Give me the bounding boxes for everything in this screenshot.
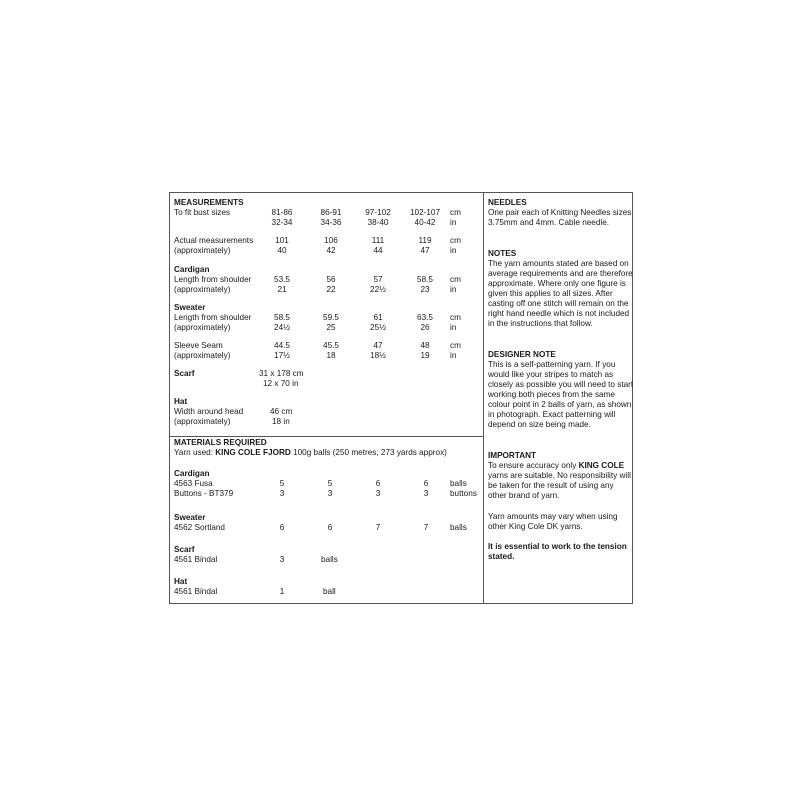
sweater-yarn-3: 7 xyxy=(375,523,381,532)
actual-in-2: 42 xyxy=(326,246,336,255)
important-text xyxy=(488,461,634,501)
length-label: Length from shoulder xyxy=(174,275,252,284)
buttons-3: 3 xyxy=(375,489,381,498)
sweater-length-in-4: 26 xyxy=(420,323,430,332)
cardigan-yarn-2: 5 xyxy=(327,479,333,488)
materials-cardigan-heading: Cardigan xyxy=(174,469,210,478)
bust-cm-3: 97-102 xyxy=(365,208,391,217)
scarf-yarn-label: 4561 Bindal xyxy=(174,555,218,564)
unit-in: in xyxy=(450,285,457,294)
bust-label: To fit bust sizes xyxy=(174,208,230,217)
actual-cm-1: 101 xyxy=(275,236,289,245)
hat-heading: Hat xyxy=(174,397,188,406)
unit-cm: cm xyxy=(450,208,461,217)
sleeve-in-3: 18½ xyxy=(370,351,386,360)
bust-in-3: 38-40 xyxy=(367,218,389,227)
sweater-heading: Sweater xyxy=(174,303,206,312)
cardigan-length-in-3: 22½ xyxy=(370,285,386,294)
designer-note-text: This is a self-patterning yarn. If you would like your stripes to match as closely as possible you will need to start working both pieces from the same colour point in 2 balls of yarn, as shown in photograph. Exact patterning will depend on size being made. xyxy=(488,360,634,429)
balls-unit: balls xyxy=(450,523,467,532)
hat-size-cm: 46 cm xyxy=(270,407,293,416)
bust-cm-4: 102-107 xyxy=(409,208,441,217)
cardigan-yarn-label: 4563 Fusa xyxy=(174,479,213,488)
sweater-length-cm-4: 63.5 xyxy=(417,313,433,322)
sleeve-cm-1: 44.5 xyxy=(274,341,290,350)
important-heading: IMPORTANT xyxy=(488,451,537,460)
actual-cm-2: 106 xyxy=(324,236,338,245)
bust-in-2: 34-36 xyxy=(320,218,342,227)
sleeve-in-2: 18 xyxy=(326,351,336,360)
cardigan-length-cm-4: 58.5 xyxy=(417,275,433,284)
materials-heading: MATERIALS REQUIRED xyxy=(174,438,267,447)
sleeve-cm-3: 47 xyxy=(373,341,383,350)
hat-yarn-label: 4561 Bindal xyxy=(174,587,218,596)
cardigan-length-cm-1: 53.5 xyxy=(274,275,290,284)
cardigan-length-cm-2: 56 xyxy=(326,275,336,284)
ball-unit: ball xyxy=(323,587,336,596)
cardigan-length-in-1: 21 xyxy=(277,285,287,294)
yarn-used-suffix: 100g balls (250 metres, 273 yards approx) xyxy=(290,448,447,457)
scarf-yarn-value: 3 xyxy=(279,555,285,564)
cardigan-yarn-4: 6 xyxy=(423,479,429,488)
length-label: Length from shoulder xyxy=(174,313,252,322)
bust-cm-1: 81-86 xyxy=(271,208,293,217)
needles-text: One pair each of Knitting Needles sizes 3.75mm and 4mm. Cable needle. xyxy=(488,208,632,227)
important-suffix: yarns are suitable. No responsibility will be taken for the result of using any other brand of yarn. xyxy=(488,471,631,500)
sweater-yarn-1: 6 xyxy=(279,523,285,532)
unit-in: in xyxy=(450,323,457,332)
sweater-length-cm-2: 59.5 xyxy=(323,313,339,322)
buttons-1: 3 xyxy=(279,489,285,498)
important-brand: KING COLE xyxy=(578,461,625,470)
actual-in-4: 47 xyxy=(420,246,430,255)
unit-in: in xyxy=(450,218,457,227)
buttons-label: Buttons - BT379 xyxy=(174,489,234,498)
yarn-used-prefix: Yarn used: xyxy=(174,448,216,457)
sleeve-cm-4: 48 xyxy=(420,341,430,350)
approx-label: (approximately) xyxy=(174,417,231,426)
unit-cm: cm xyxy=(450,275,461,284)
approx-label: (approximately) xyxy=(174,285,231,294)
hat-size-in: 18 in xyxy=(272,417,290,426)
pattern-info-table xyxy=(169,192,633,604)
tension-note: It is essential to work to the tension stated. xyxy=(488,542,627,561)
sleeve-label: Sleeve Seam xyxy=(174,341,223,350)
approx-label: (approximately) xyxy=(174,323,231,332)
sleeve-in-1: 17½ xyxy=(274,351,290,360)
sweater-yarn-label: 4562 Sortland xyxy=(174,523,225,532)
sweater-length-in-2: 25 xyxy=(326,323,336,332)
unit-cm: cm xyxy=(450,313,461,322)
approx-label: (approximately) xyxy=(174,351,231,360)
materials-hat-heading: Hat xyxy=(174,577,188,586)
measurements-heading: MEASUREMENTS xyxy=(174,198,244,207)
actual-cm-3: 111 xyxy=(371,236,385,245)
bust-in-4: 40-42 xyxy=(414,218,436,227)
cardigan-yarn-1: 5 xyxy=(279,479,285,488)
scarf-size-cm: 31 x 178 cm xyxy=(259,369,304,378)
unit-cm: cm xyxy=(450,341,461,350)
hat-width-label: Width around head xyxy=(174,407,244,416)
sweater-length-in-1: 24½ xyxy=(274,323,290,332)
bust-cm-2: 86-91 xyxy=(320,208,342,217)
notes-text: The yarn amounts stated are based on average requirements and are therefore approximate. Where only one figure is given this applies to all sizes. After casting off one stitch will remain on the right hand needle which is not included in the instructions that follow. xyxy=(488,259,633,328)
sweater-length-in-3: 25½ xyxy=(370,323,386,332)
materials-scarf-heading: Scarf xyxy=(174,545,195,554)
section-divider xyxy=(170,436,483,437)
yarn-name: KING COLE FJORD xyxy=(215,448,291,457)
designer-note-heading: DESIGNER NOTE xyxy=(488,350,556,359)
yarn-used-line xyxy=(174,448,447,458)
buttons-2: 3 xyxy=(327,489,333,498)
column-divider xyxy=(483,193,484,603)
scarf-size-in: 12 x 70 in xyxy=(263,379,299,388)
needles-heading: NEEDLES xyxy=(488,198,527,207)
sweater-yarn-4: 7 xyxy=(423,523,429,532)
actual-in-3: 44 xyxy=(373,246,383,255)
actual-cm-4: 119 xyxy=(418,236,432,245)
important-prefix: To ensure accuracy only xyxy=(488,461,579,470)
unit-in: in xyxy=(450,351,457,360)
hat-yarn-value: 1 xyxy=(279,587,285,596)
sweater-length-cm-3: 61 xyxy=(373,313,383,322)
cardigan-yarn-3: 6 xyxy=(375,479,381,488)
unit-cm: cm xyxy=(450,236,461,245)
bust-in-1: 32-34 xyxy=(271,218,293,227)
cardigan-length-in-4: 23 xyxy=(420,285,430,294)
approx-label: (approximately) xyxy=(174,246,231,255)
important-text-2: Yarn amounts may vary when using other King Cole DK yarns. xyxy=(488,512,618,531)
notes-heading: NOTES xyxy=(488,249,517,258)
cardigan-length-in-2: 22 xyxy=(326,285,336,294)
materials-sweater-heading: Sweater xyxy=(174,513,206,522)
cardigan-heading: Cardigan xyxy=(174,265,210,274)
balls-unit: balls xyxy=(450,479,467,488)
sweater-length-cm-1: 58.5 xyxy=(274,313,290,322)
sleeve-cm-2: 45.5 xyxy=(323,341,339,350)
actual-in-1: 40 xyxy=(277,246,287,255)
unit-in: in xyxy=(450,246,457,255)
cardigan-length-cm-3: 57 xyxy=(373,275,383,284)
balls-unit: balls xyxy=(321,555,338,564)
scarf-heading: Scarf xyxy=(174,369,195,378)
sleeve-in-4: 19 xyxy=(420,351,430,360)
buttons-unit: buttons xyxy=(450,489,477,498)
buttons-4: 3 xyxy=(423,489,429,498)
sweater-yarn-2: 6 xyxy=(327,523,333,532)
actual-label: Actual measurements xyxy=(174,236,254,245)
